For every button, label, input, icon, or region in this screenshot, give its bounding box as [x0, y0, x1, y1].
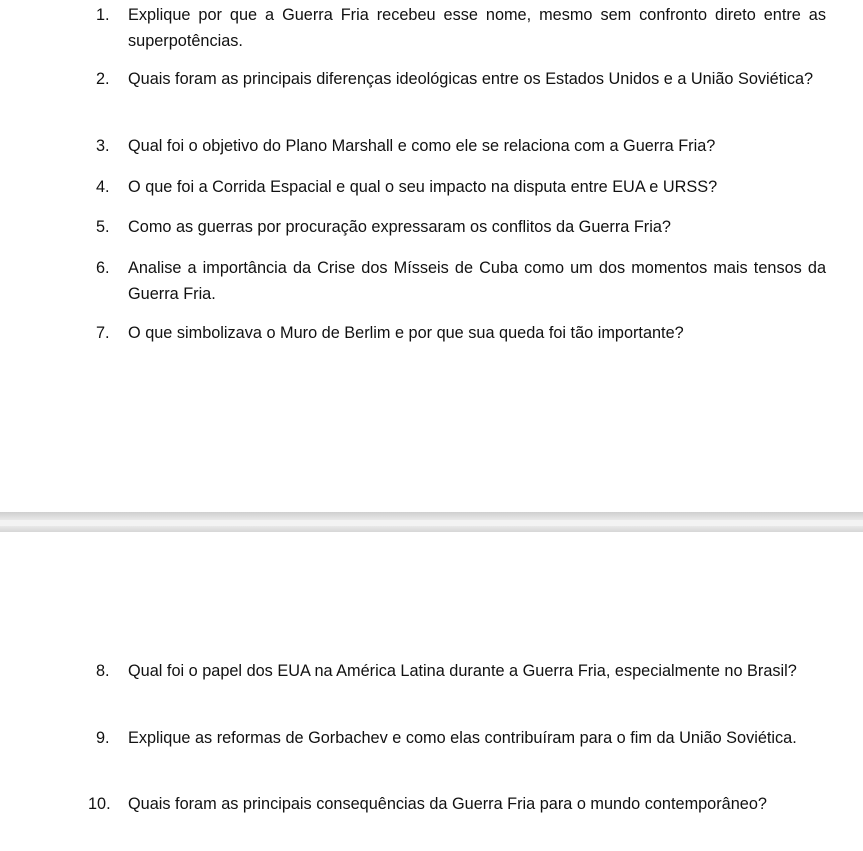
question-number: 6.: [96, 259, 110, 277]
question-text: O que simbolizava o Muro de Berlim e por que sua queda foi tão importante?: [128, 324, 684, 342]
question-number: 4.: [96, 178, 110, 196]
question-number: 1.: [96, 6, 110, 24]
question-text: Como as guerras por procuração expressaram os conflitos da Guerra Fria?: [128, 218, 671, 236]
question-text: Qual foi o objetivo do Plano Marshall e como ele se relaciona com a Guerra Fria?: [128, 137, 716, 155]
question-text: Qual foi o papel dos EUA na América Latina durante a Guerra Fria, especialmente no Brasil?: [128, 662, 797, 680]
question-number: 7.: [96, 324, 110, 342]
question-number: 2.: [96, 70, 110, 88]
document-page-2: [0, 532, 863, 851]
question-text: Explique por que a Guerra Fria recebeu esse nome, mesmo sem confronto direto entre as superpotências.: [128, 6, 826, 50]
question-text: Quais foram as principais consequências da Guerra Fria para o mundo contemporâneo?: [128, 795, 767, 813]
question-text: O que foi a Corrida Espacial e qual o seu impacto na disputa entre EUA e URSS?: [128, 178, 718, 196]
question-number: 10.: [88, 795, 111, 813]
question-number: 3.: [96, 137, 110, 155]
question-text: Analise a importância da Crise dos Mísseis de Cuba como um dos momentos mais tensos da Guerra Fria.: [128, 259, 826, 303]
page-separator: [0, 512, 863, 532]
question-number: 9.: [96, 729, 110, 747]
question-text: Quais foram as principais diferenças ideológicas entre os Estados Unidos e a União Soviética?: [128, 70, 814, 88]
question-number: 5.: [96, 218, 110, 236]
question-number: 8.: [96, 662, 110, 680]
question-text: Explique as reformas de Gorbachev e como elas contribuíram para o fim da União Soviética.: [128, 729, 797, 747]
